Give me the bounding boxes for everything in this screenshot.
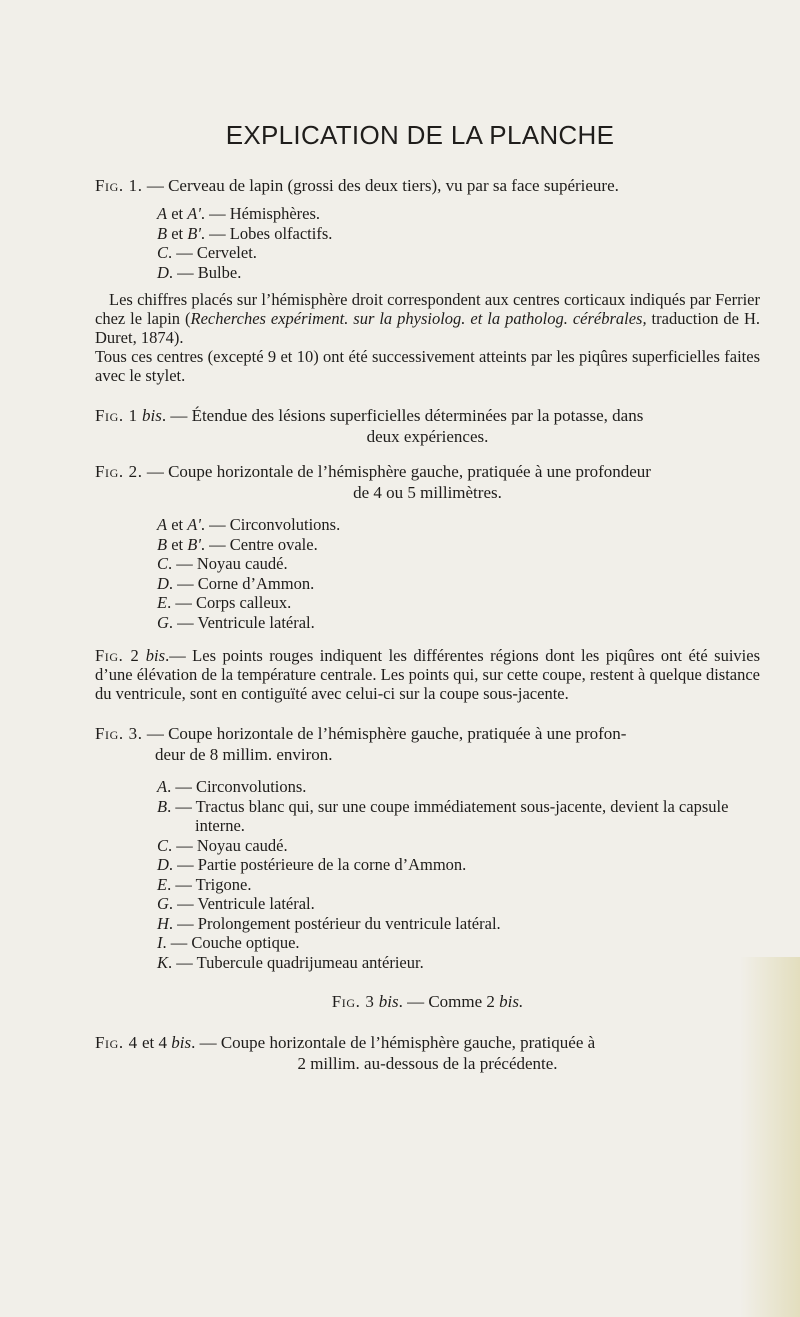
legend-item: B et B'. — Centre ovale. [157,534,318,554]
fig1-legend [157,204,760,282]
legend-item: C. — Noyau caudé. [157,554,288,573]
fig1-paragraph-2: Tous ces centres (excepté 9 et 10) ont été successivement atteints par les piqûres superficielles faites avec le stylet. [95,347,760,385]
fig1-heading [95,175,760,196]
fig1-label: Fig. 1. [95,176,143,195]
fig2bis-paragraph: Fig. 2 bis.— Les points rouges indiquent les différentes régions dont les piqûres ont été suivies d’une élévation de la température centrale. Les points qui, sur cette coupe, restent à quelque distance du ventricule, sont en contiguïté avec celui-ci sur la coupe sous-jacente. [95,646,760,703]
fig1-paragraph-1: Les chiffres placés sur l’hémisphère droit correspondent aux centres corticaux indiqués par Ferrier chez le lapin (Recherches expériment. sur la physiolog. et la patholog. cérébrales, traduction de H. Duret, 1874). [95,290,760,347]
legend-item: C. — Cervelet. [157,243,257,262]
legend-item: G. — Ventricule latéral. [157,612,315,632]
legend-item: H. — Prolongement postérieur du ventricule latéral. [157,913,501,933]
paper-stain [740,957,800,1317]
legend-item: A et A'. — Circonvolutions. [157,515,341,534]
legend-item: E. — Corps calleux. [157,593,292,612]
legend-item: I. — Couche optique. [157,933,300,952]
page-title: EXPLICATION DE LA PLANCHE [225,120,615,150]
fig1bis-heading: Fig. 1 bis. — Étendue des lésions superficielles déterminées par la potasse, dans deux expériences. [95,406,644,446]
legend-item: K. — Tubercule quadrijumeau antérieur. [157,952,424,972]
fig3bis-line: Fig. 3 bis. — Comme 2 bis. [331,992,524,1011]
legend-item: D. — Partie postérieure de la corne d’Ammon. [157,855,467,874]
fig1-caption: — Cerveau de lapin (grossi des deux tiers), vu par sa face supérieure. [146,176,619,195]
legend-item: B et B'. — Lobes olfactifs. [157,223,333,243]
bibliographic-reference: Recherches expériment. sur la physiolog. et la patholog. cérébrales, [190,309,647,328]
fig2-legend [157,515,760,632]
legend-item: A et A'. — Hémisphères. [157,204,321,223]
legend-item: B. — Tractus blanc qui, sur une coupe immédiatement sous-jacente, devient la capsule interne. [157,796,729,835]
fig2-heading: Fig. 2. — Coupe horizontale de l’hémisphère gauche, pratiquée à une profondeur de 4 ou 5 millimètres. [95,462,651,502]
legend-item: C. — Noyau caudé. [157,835,288,855]
fig3-heading: Fig. 3. — Coupe horizontale de l’hémisphère gauche, pratiquée à une profon- deur de 8 millim. environ. [95,724,627,764]
legend-item: D. — Bulbe. [157,262,242,282]
fig4-heading: Fig. 4 et 4 bis. — Coupe horizontale de l’hémisphère gauche, pratiquée à 2 millim. au-dessous de la précédente. [95,1033,596,1073]
legend-item: D. — Corne d’Ammon. [157,573,315,593]
legend-item: A. — Circonvolutions. [157,777,307,796]
legend-item: E. — Trigone. [157,874,252,894]
fig3-legend [157,777,760,972]
legend-item: G. — Ventricule latéral. [157,894,315,913]
